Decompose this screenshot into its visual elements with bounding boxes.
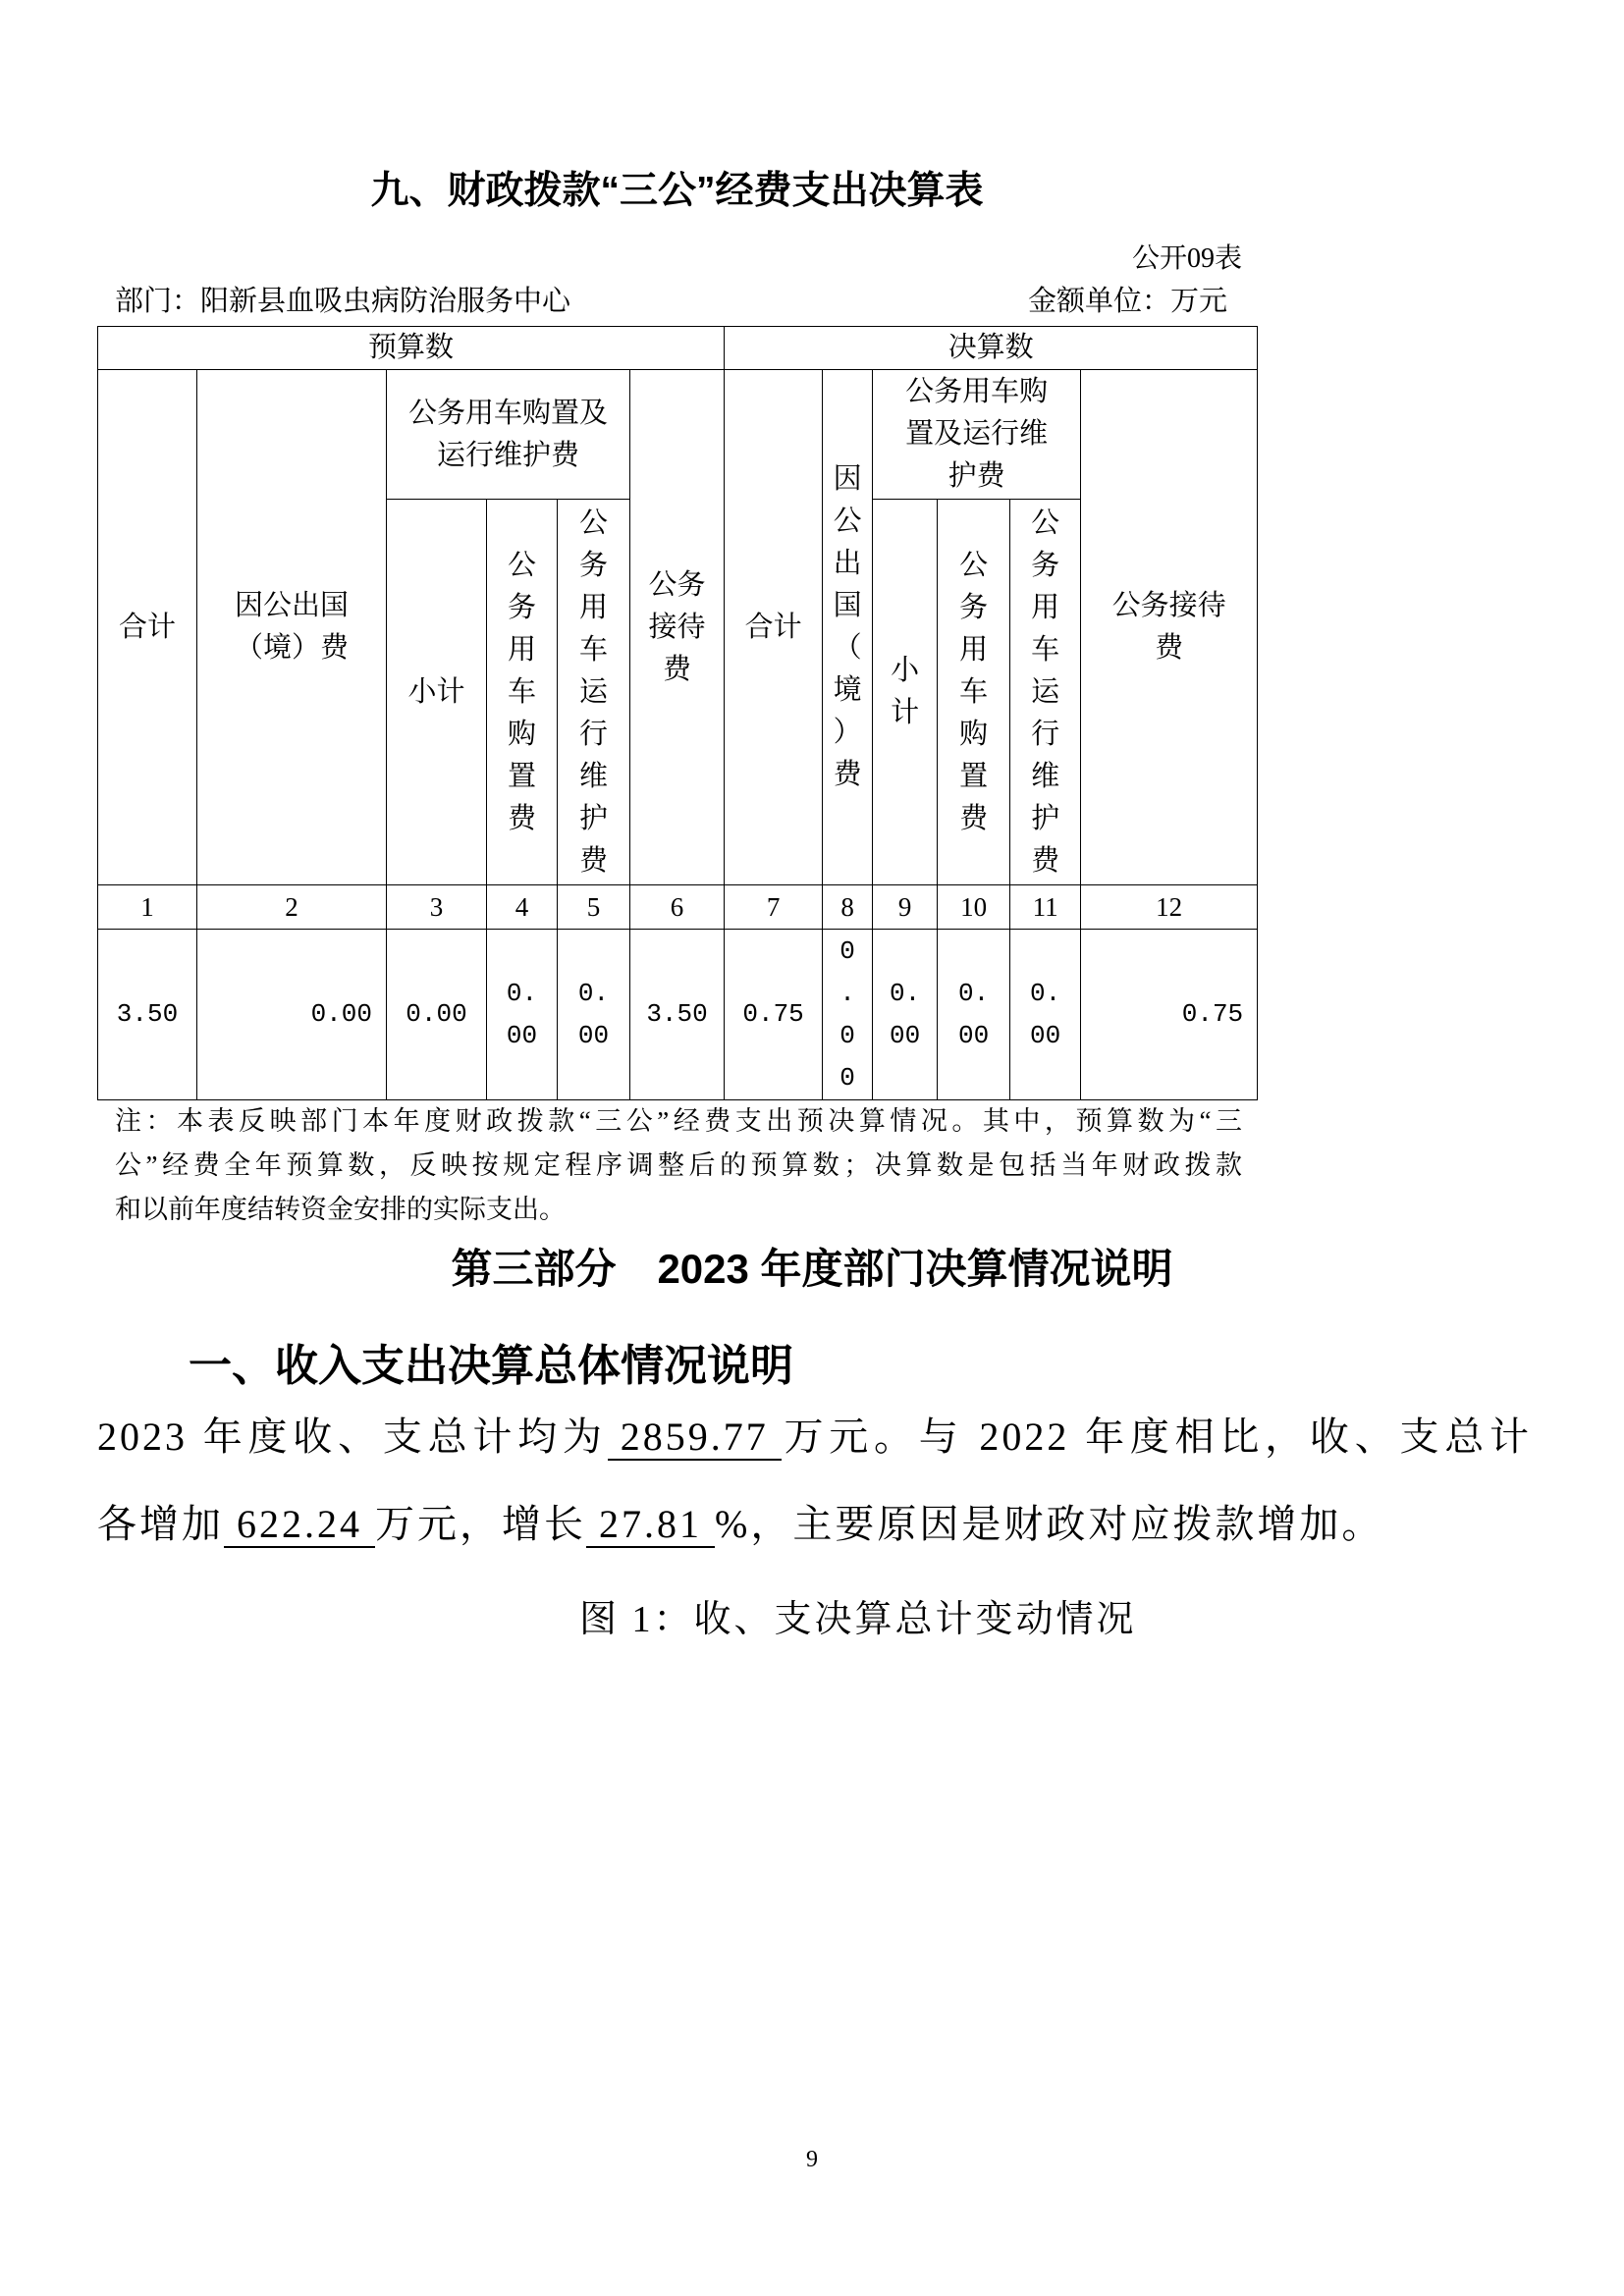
final-vehicle-subtotal-header-text: 小计 — [891, 655, 920, 728]
summary-text: 2023 年度收、支总计均为 — [97, 1415, 608, 1459]
summary-text: 万元。与 2022 年度相比，收、支总计 — [781, 1415, 1533, 1459]
budget-vehicle-operation-value-text: 0.00 — [577, 978, 610, 1050]
total-amount-underlined: 2859.77 — [608, 1415, 782, 1461]
summary-text: 各增加 — [97, 1502, 224, 1546]
budget-reception-value: 3.50 — [630, 930, 725, 1100]
budget-vehicle-purchase-value-text: 0.00 — [506, 978, 538, 1050]
section-subheading: 一、收入支出决算总体情况说明 — [189, 1342, 793, 1390]
summary-text: %，主要原因是财政对应拨款增加。 — [715, 1502, 1384, 1546]
budget-vehicle-subtotal-header: 小计 — [387, 500, 487, 885]
final-vehicle-subtotal-value — [873, 930, 938, 1100]
final-abroad-value — [823, 930, 873, 1100]
final-vehicle-operation-header-text: 公务用车运行维护费 — [1031, 507, 1060, 877]
budget-vehicle-purchase-header — [487, 500, 558, 885]
final-vehicle-purchase-value-text: 0.00 — [957, 978, 990, 1050]
column-header-row — [98, 370, 1258, 500]
growth-rate-underlined: 27.81 — [586, 1502, 715, 1548]
column-number: 9 — [873, 885, 938, 930]
column-number: 12 — [1081, 885, 1258, 930]
part-heading: 第三部分 2023 年度部门决算情况说明 — [451, 1246, 1173, 1292]
final-vehicle-purchase-header — [938, 500, 1010, 885]
column-number: 5 — [558, 885, 630, 930]
summary-line-1 — [97, 1410, 1532, 1465]
final-vehicle-purchase-value — [938, 930, 1010, 1100]
table-code: 公开09表 — [1131, 243, 1242, 274]
budget-group-header: 预算数 — [98, 327, 725, 370]
column-number: 10 — [938, 885, 1010, 930]
group-header-row — [98, 327, 1258, 370]
data-row — [98, 930, 1258, 1100]
budget-vehicle-operation-header-text: 公务用车运行维护费 — [578, 507, 608, 877]
table-title: 九、财政拨款“三公”经费支出决算表 — [370, 170, 984, 212]
budget-vehicle-purchase-value — [487, 930, 558, 1100]
final-vehicle-subtotal-header — [873, 500, 938, 885]
budget-vehicle-operation-header — [558, 500, 630, 885]
table-note-line: 公”经费全年预算数，反映按规定程序调整后的预算数；决算数是包括当年财政拨款 — [115, 1150, 1242, 1180]
figure-caption: 图 1：收、支决算总计变动情况 — [579, 1599, 1137, 1640]
final-reception-header — [1081, 370, 1258, 885]
column-number: 4 — [487, 885, 558, 930]
summary-line-2 — [97, 1497, 1532, 1552]
budget-vehicle-operation-value — [558, 930, 630, 1100]
final-group-header: 决算数 — [725, 327, 1258, 370]
final-abroad-header — [823, 370, 873, 885]
column-number: 8 — [823, 885, 873, 930]
table-note-line: 和以前年度结转资金安排的实际支出。 — [115, 1195, 566, 1224]
final-vehicle-purchase-header-text: 公务用车购置费 — [959, 549, 989, 834]
final-vehicle-operation-value — [1010, 930, 1081, 1100]
budget-vehicle-subtotal-value: 0.00 — [387, 930, 487, 1100]
budget-reception-header-text: 公务接待费 — [648, 568, 706, 685]
table-note-line: 注：本表反映部门本年度财政拨款“三公”经费支出预决算情况。其中，预算数为“三 — [115, 1106, 1242, 1136]
table-note — [115, 1099, 1242, 1232]
final-total-value: 0.75 — [725, 930, 823, 1100]
budget-reception-header — [630, 370, 725, 885]
summary-text: 万元，增长 — [375, 1502, 586, 1546]
column-number: 2 — [197, 885, 387, 930]
budget-vehicle-group-header-text: 公务用车购置及运行维护费 — [407, 397, 608, 471]
budget-total-value: 3.50 — [98, 930, 197, 1100]
final-vehicle-operation-value-text: 0.00 — [1029, 978, 1061, 1050]
amount-unit-label: 金额单位：万元 — [1027, 286, 1227, 317]
budget-total-header: 合计 — [98, 370, 197, 885]
budget-vehicle-group-header — [387, 370, 630, 500]
budget-vehicle-purchase-header-text: 公务用车购置费 — [507, 549, 536, 834]
department-label: 部门：阳新县血吸虫病防治服务中心 — [115, 286, 571, 317]
column-number: 7 — [725, 885, 823, 930]
final-vehicle-group-header-text: 公务用车购置及运行维护费 — [905, 376, 1049, 492]
column-number: 1 — [98, 885, 197, 930]
final-vehicle-subtotal-value-text: 0.00 — [889, 978, 921, 1050]
budget-abroad-header — [197, 370, 387, 885]
increase-amount-underlined: 622.24 — [224, 1502, 375, 1548]
budget-abroad-header-text: 因公出国（境）费 — [234, 590, 349, 664]
final-reception-value: 0.75 — [1081, 930, 1258, 1100]
three-public-expenses-table — [97, 326, 1258, 1100]
page-number: 9 — [806, 2147, 818, 2172]
column-number-row — [98, 885, 1258, 930]
final-abroad-value-text: 0.00 — [839, 935, 855, 1093]
final-total-header: 合计 — [725, 370, 823, 885]
column-number: 3 — [387, 885, 487, 930]
final-vehicle-group-header — [873, 370, 1081, 500]
column-number: 6 — [630, 885, 725, 930]
final-abroad-header-text: 因公出国（境）费 — [833, 463, 862, 790]
final-reception-header-text: 公务接待费 — [1111, 590, 1226, 664]
budget-abroad-value: 0.00 — [197, 930, 387, 1100]
final-vehicle-operation-header — [1010, 500, 1081, 885]
column-number: 11 — [1010, 885, 1081, 930]
